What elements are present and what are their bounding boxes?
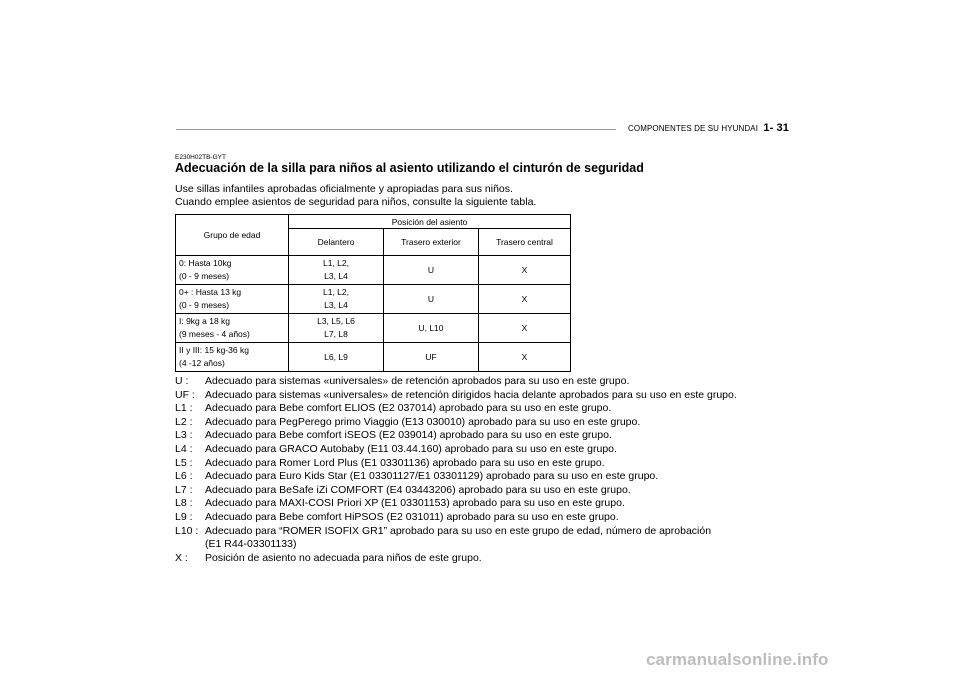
front-cell (289, 285, 384, 314)
legend-key: L10 : (175, 524, 199, 537)
cell-text: L3, L4 (324, 300, 348, 310)
legend-key: L4 : (175, 442, 193, 455)
legend-text: Adecuado para GRACO Autobaby (E11 03.44.160) aprobado para su uso en este grupo. (205, 442, 617, 455)
doc-code: E230H02TB-GYT (175, 154, 226, 161)
legend-text: Adecuado para MAXI-COSI Priori XP (E1 03301153) aprobado para su uso en este grupo. (205, 497, 625, 510)
rear-outer-cell: UF (384, 343, 479, 372)
rear-center-cell: X (479, 314, 571, 343)
legend-key: L6 : (175, 470, 193, 483)
legend-key: L9 : (175, 510, 193, 523)
legend-key: L2 : (175, 415, 193, 428)
cell-text: (0 - 9 meses) (179, 271, 230, 281)
header-rule (176, 129, 616, 130)
legend-key: L3 : (175, 429, 193, 442)
cell-text: (0 - 9 meses) (179, 300, 230, 310)
intro-line: Cuando emplee asientos de seguridad para niños, consulte la siguiente tabla. (175, 196, 537, 208)
cell-text: (9 meses - 4 años) (179, 329, 250, 339)
list-item (175, 484, 788, 498)
cell-text: (4 -12 años) (179, 358, 225, 368)
section-heading: Adecuación de la silla para niños al asiento utilizando el cinturón de seguridad (175, 161, 644, 175)
column-header: Trasero central (479, 229, 571, 256)
rear-outer-cell: U, L10 (384, 314, 479, 343)
rear-outer-cell: U (384, 256, 479, 285)
legend-text: Adecuado para Bebe comfort iSEOS (E2 039014) aprobado para su uso en este grupo. (205, 429, 612, 442)
list-item (175, 470, 788, 484)
legend-key: X : (175, 551, 188, 564)
watermark: carmanualsonline.info (646, 650, 829, 669)
list-item (175, 443, 788, 457)
cell-text: L7, L8 (324, 329, 348, 339)
column-header: Delantero (289, 229, 384, 256)
legend-text: Adecuado para sistemas «universales» de retención dirigidos hacia delante aprobados para su uso en este grupo. (205, 388, 737, 401)
legend-text: Adecuado para sistemas «universales» de retención aprobados para su uso en este grupo. (205, 375, 630, 387)
list-item (175, 552, 788, 566)
cell-text: 0: Hasta 10kg (179, 257, 232, 268)
running-header (628, 122, 788, 134)
age-group-cell (176, 285, 289, 314)
page-number: 1- 31 (763, 122, 789, 134)
cell-text: L3, L4 (324, 271, 348, 281)
legend-key: UF : (175, 388, 195, 401)
rear-outer-cell: U (384, 285, 479, 314)
section-title: COMPONENTES DE SU HYUNDAI (628, 124, 759, 133)
cell-text: I: 9kg a 18 kg (179, 315, 231, 326)
intro-line: Use sillas infantiles aprobadas oficialmente y apropiadas para sus niños. (175, 183, 513, 195)
table-row (176, 314, 571, 343)
rear-center-cell: X (479, 343, 571, 372)
legend-key: U : (175, 375, 189, 387)
table-row (176, 343, 571, 372)
cell-text: L1, L2, (323, 286, 349, 297)
header-seat-position: Posición del asiento (289, 215, 571, 229)
list-item (175, 375, 788, 389)
rear-center-cell: X (479, 256, 571, 285)
front-cell: L6, L9 (289, 343, 384, 372)
list-item (175, 402, 788, 416)
legend-text: Adecuado para Bebe comfort ELIOS (E2 037014) aprobado para su uso en este grupo. (205, 402, 612, 415)
column-header: Trasero exterior (384, 229, 479, 256)
cell-text: II y III: 15 kg-36 kg (179, 344, 249, 355)
legend-text: Adecuado para Bebe comfort HiPSOS (E2 031011) aprobado para su uso en este grupo. (205, 510, 619, 523)
legend-text: Adecuado para Euro Kids Star (E1 03301127/E1 03301129) aprobado para su uso en este grupo. (205, 470, 659, 483)
rear-center-cell: X (479, 285, 571, 314)
front-cell (289, 256, 384, 285)
legend-key: L5 : (175, 456, 193, 469)
cell-text: 0+ : Hasta 13 kg (179, 286, 242, 297)
intro-text (175, 183, 536, 209)
legend-text: Posición de asiento no adecuada para niños de este grupo. (205, 551, 482, 564)
legend-text: Adecuado para Romer Lord Plus (E1 03301136) aprobado para su uso en este grupo. (205, 456, 605, 469)
cell-text: L1, L2, (323, 257, 349, 268)
age-group-cell (176, 343, 289, 372)
age-group-cell (176, 314, 289, 343)
cell-text: L3, L5, L6 (317, 315, 355, 326)
legend-text: Adecuado para BeSafe iZi COMFORT (E4 03443206) aprobado para su uso en este grupo. (205, 483, 631, 496)
legend-text: Adecuado para “ROMER ISOFIX GR1” aprobado para su uso en este grupo de edad, número de aprobación (205, 524, 712, 537)
table-row (176, 256, 571, 285)
list-item (175, 497, 788, 511)
table-row (176, 285, 571, 314)
legend-key: L1 : (175, 402, 193, 415)
legend-continuation: (E1 R44-03301133) (205, 538, 297, 551)
legend-key: L8 : (175, 497, 193, 510)
list-item (175, 511, 788, 525)
list-item (175, 429, 788, 443)
list-item (175, 525, 788, 539)
list-item (175, 389, 788, 403)
seat-suitability-table (175, 214, 571, 372)
list-item (175, 457, 788, 471)
list-item (175, 416, 788, 430)
age-group-cell (176, 256, 289, 285)
legend-text: Adecuado para PegPerego primo Viaggio (E13 030010) aprobado para su uso en este grupo. (205, 415, 641, 428)
front-cell (289, 314, 384, 343)
header-age-group: Grupo de edad (176, 215, 289, 256)
legend-list (175, 375, 788, 565)
legend-key: L7 : (175, 483, 193, 496)
